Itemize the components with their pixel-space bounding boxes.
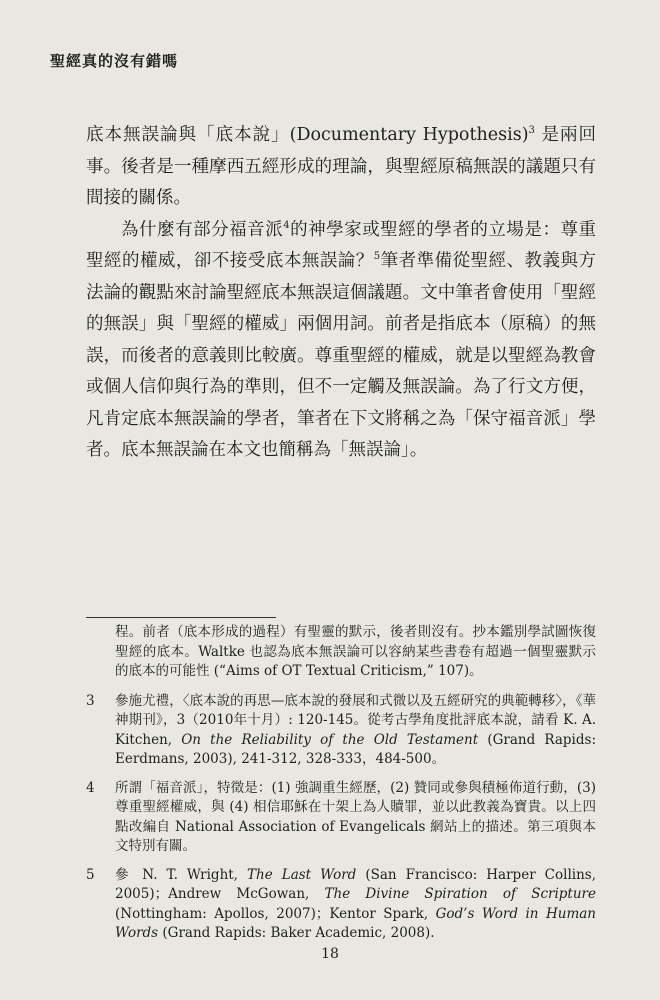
paragraph-1-english-term: Documentary Hypothesis (296, 125, 522, 145)
footnote-3-book-title: On the Reliability of the Old Testament (181, 731, 479, 748)
footnote-5 (86, 866, 596, 944)
footnote-ref-4: 4 (283, 219, 290, 231)
footnote-4-text: 所謂「福音派」，特徵是：(1) 強調重生經歷，(2) 贊同或參與積極佈道行動，(3) 尊重聖經權威，與 (4) 相信耶穌在十架上為人贖罪，並以此教義為寶貴。以上四點改編自 National Association of Evangelicals 網站上的描述。第三項與本文特別有關。 (115, 779, 596, 854)
footnote-ref-3: 3 (528, 125, 535, 136)
footnote-4 (86, 779, 596, 857)
paragraph-2-text-a: 為什麼有部分福音派 (121, 219, 284, 240)
footnote-5-book-title-3: God’s Word in Human Words (115, 905, 596, 941)
paragraph-1-text-d: 是兩回事。後者是一種摩西五經形成的理論，與聖經原稿無誤的議題只有間接的關係。 (86, 125, 596, 208)
footnote-5-text-c: (Nottingham: Apollos, 2007)；Kentor Spark, (115, 905, 436, 922)
paragraph-1-text-c: ) (521, 125, 529, 145)
footnote-5-text-d: (Grand Rapids: Baker Academic, 2008). (158, 925, 435, 941)
footnote-number: 4 (86, 779, 95, 796)
paragraph-2 (86, 215, 596, 467)
footnote-3 (86, 692, 596, 770)
running-head: 聖經真的沒有錯嗎 (50, 52, 179, 70)
paragraph-2-text-c: 筆者準備從聖經、教義與方法論的觀點來討論聖經底本無誤這個議題。文中筆者會使用「聖經的無誤」與「聖經的權威」兩個用詞。前者是指底本（原稿）的無誤，而後者的意義則比較廣。尊重聖經的權威，就是以聖經為教會或個人信仰與行為的準則，但不一定觸及無誤論。為了行文方便，凡肯定底本無誤論的學者，筆者在下文將稱之為「保守福音派」學者。底本無誤論在本文也簡稱為「無誤論」。 (86, 251, 597, 460)
footnote-number: 3 (86, 692, 95, 709)
footnote-5-book-title-1: The Last Word (247, 866, 357, 883)
paragraph-1-text-a: 底本無誤論與「底本說」( (86, 125, 297, 145)
footnote-5-text-a: 參 N. T. Wright, (115, 866, 248, 883)
footnote-3-text-a: 參施尤禮，〈底本說的再思—底本說的發展和式微以及五經研究的典範轉移〉，《華神期刊》，3（2010年十月）: 120-145。從考古學角度批評底本說，請看 K. A. Kitchen, (115, 692, 596, 748)
footnote-3-text-b: (Grand Rapids: Eerdmans, 2003), 241-312, 328-333，484-500。 (115, 731, 596, 767)
footnotes (86, 623, 596, 953)
footnote-continuation: 程。前者（底本形成的過程）有聖靈的默示，後者則沒有。抄本鑑別學試圖恢復聖經的底本。Waltke 也認為底本無誤論可以容納某些書卷有超過一個聖靈默示的底本的可能性 (“Aims of OT Textual Criticism,” 107)。 (115, 624, 596, 679)
paragraph-1 (86, 120, 596, 215)
footnote-number: 5 (86, 866, 95, 883)
footnote-5-text-b: (San Francisco: Harper Collins, 2005)；Andrew McGowan, (115, 866, 597, 902)
footnote-ref-5: 5 (373, 251, 381, 262)
main-text (86, 120, 596, 467)
paragraph-2-text-b: 的神學家或聖經的學者的立場是：尊重聖經的權威，卻不接受底本無誤論？ (86, 219, 597, 271)
footnote-5-book-title-2: The Divine Spiration of Scripture (324, 886, 596, 902)
page-number: 18 (321, 946, 339, 962)
footnote-divider (86, 617, 276, 618)
